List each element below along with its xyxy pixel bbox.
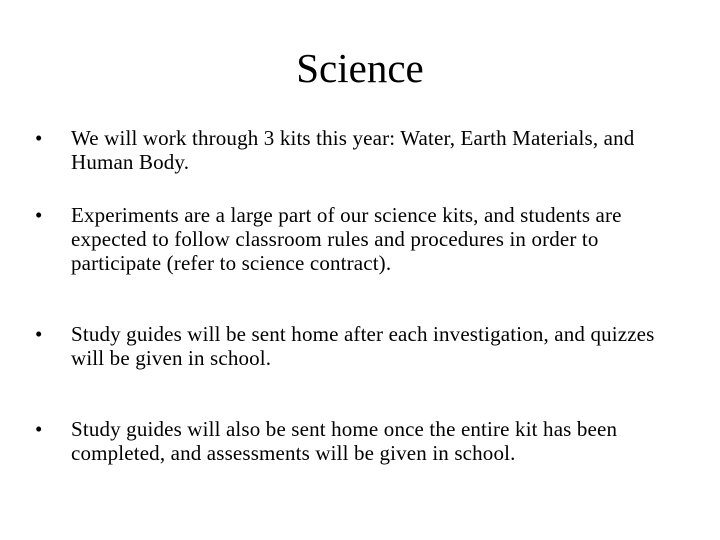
bullet-text: We will work through 3 kits this year: Water, Earth Materials, and Human Body.: [71, 126, 635, 174]
bullet-dot-icon: •: [35, 322, 43, 346]
bullet-item: [35, 322, 675, 370]
bullet-text: Experiments are a large part of our science kits, and students are expected to follow classroom rules and procedures in order to participate (refer to science contract).: [71, 203, 622, 275]
bullet-dot-icon: •: [35, 417, 43, 441]
bullet-list: [35, 126, 675, 465]
bullet-dot-icon: •: [35, 203, 43, 227]
bullet-text: Study guides will be sent home after each investigation, and quizzes will be given in school.: [71, 322, 655, 370]
bullet-item: [35, 203, 675, 275]
slide-title: Science: [296, 45, 424, 91]
bullet-dot-icon: •: [35, 126, 43, 150]
bullet-item: [35, 126, 675, 174]
bullet-item: [35, 417, 675, 465]
bullet-text: Study guides will also be sent home once the entire kit has been completed, and assessments will be given in school.: [71, 417, 618, 465]
